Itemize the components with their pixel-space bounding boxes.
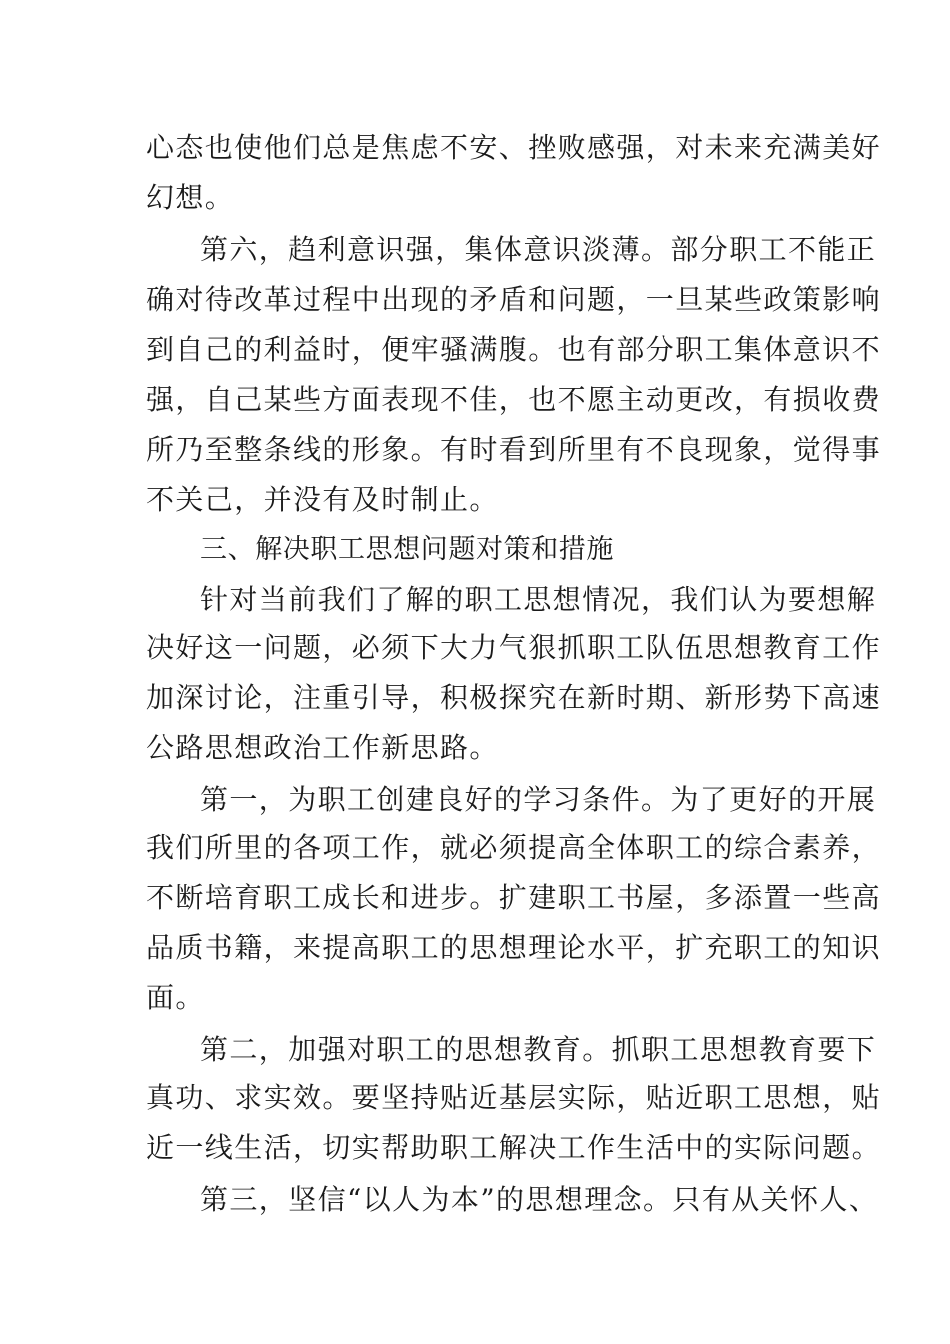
text-line: 幻想。	[146, 181, 235, 214]
text-line: 不断培育职工成长和进步。扩建职工书屋，多添置一些高	[146, 881, 882, 914]
text-line: 确对待改革过程中出现的矛盾和问题，一旦某些政策影响	[146, 283, 882, 316]
paragraph-first-line: 第二，加强对职工的思想教育。抓职工思想教育要下	[200, 1033, 877, 1066]
text-line: 公路思想政治工作新思路。	[146, 731, 499, 764]
text-line: 到自己的利益时，便牢骚满腹。也有部分职工集体意识不	[146, 333, 882, 366]
text-line: 加深讨论，注重引导，积极探究在新时期、新形势下高速	[146, 681, 882, 714]
paragraph-first-line: 第三，坚信“以人为本”的思想理念。只有从关怀人、	[200, 1183, 879, 1216]
text-line: 面。	[146, 981, 205, 1014]
section-heading: 三、解决职工思想问题对策和措施	[200, 534, 614, 565]
text-line: 所乃至整条线的形象。有时看到所里有不良现象，觉得事	[146, 433, 882, 466]
text-line: 决好这一问题，必须下大力气狠抓职工队伍思想教育工作	[146, 631, 882, 664]
text-line: 真功、求实效。要坚持贴近基层实际，贴近职工思想，贴	[146, 1081, 882, 1114]
text-line: 品质书籍，来提高职工的思想理论水平，扩充职工的知识	[146, 931, 882, 964]
paragraph-first-line: 第六，趋利意识强，集体意识淡薄。部分职工不能正	[200, 233, 877, 266]
paragraph-first-line: 针对当前我们了解的职工思想情况，我们认为要想解	[200, 583, 877, 616]
text-line: 心态也使他们总是焦虑不安、挫败感强，对未来充满美好	[146, 131, 882, 164]
text-line: 我们所里的各项工作，就必须提高全体职工的综合素养，	[146, 831, 882, 864]
text-line: 不关己，并没有及时制止。	[146, 483, 499, 516]
paragraph-first-line: 第一，为职工创建良好的学习条件。为了更好的开展	[200, 783, 877, 816]
text-line: 近一线生活，切实帮助职工解决工作生活中的实际问题。	[146, 1131, 882, 1164]
text-line: 强，自己某些方面表现不佳，也不愿主动更改，有损收费	[146, 383, 882, 416]
